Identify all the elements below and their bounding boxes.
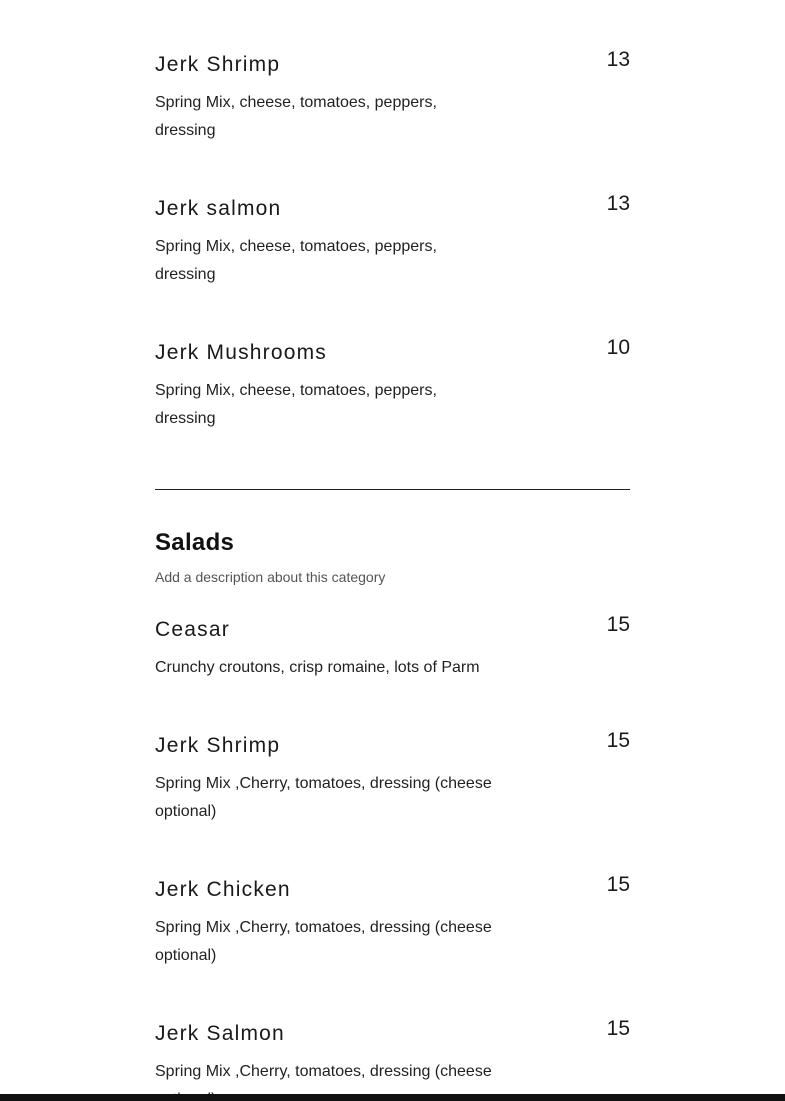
item-name: Jerk Shrimp	[155, 53, 281, 76]
bottom-bar	[0, 1094, 785, 1101]
item-price: 13	[606, 48, 630, 71]
item-description: Spring Mix ,Cherry, tomatoes, dressing (cheese optional)	[155, 775, 492, 820]
item-name: Jerk Chicken	[155, 878, 291, 901]
item-description: Spring Mix, cheese, tomatoes, peppers, dressing	[155, 238, 437, 283]
item-description: Crunchy croutons, crisp romaine, lots of Parm	[155, 659, 480, 676]
item-description: Spring Mix ,Cherry, tomatoes, dressing (cheese	[155, 1063, 492, 1080]
category-description: Add a description about this category	[155, 569, 386, 585]
item-name: Ceasar	[155, 618, 230, 641]
item-price: 13	[606, 192, 630, 215]
item-price: 15	[606, 613, 630, 636]
item-price: 15	[606, 729, 630, 752]
item-description: Spring Mix, cheese, tomatoes, peppers, dressing	[155, 382, 437, 427]
item-description: Spring Mix ,Cherry, tomatoes, dressing (cheese optional)	[155, 919, 492, 964]
item-name: Jerk Salmon	[155, 1022, 285, 1045]
item-name: Jerk Shrimp	[155, 734, 281, 757]
item-name: Jerk salmon	[155, 197, 282, 220]
item-price: 15	[606, 1017, 630, 1040]
section-divider	[155, 489, 630, 490]
item-name: Jerk Mushrooms	[155, 341, 328, 364]
item-description: Spring Mix, cheese, tomatoes, peppers, dressing	[155, 94, 437, 139]
item-price: 15	[606, 873, 630, 896]
category-title: Salads	[155, 529, 235, 556]
item-price: 10	[606, 336, 630, 359]
